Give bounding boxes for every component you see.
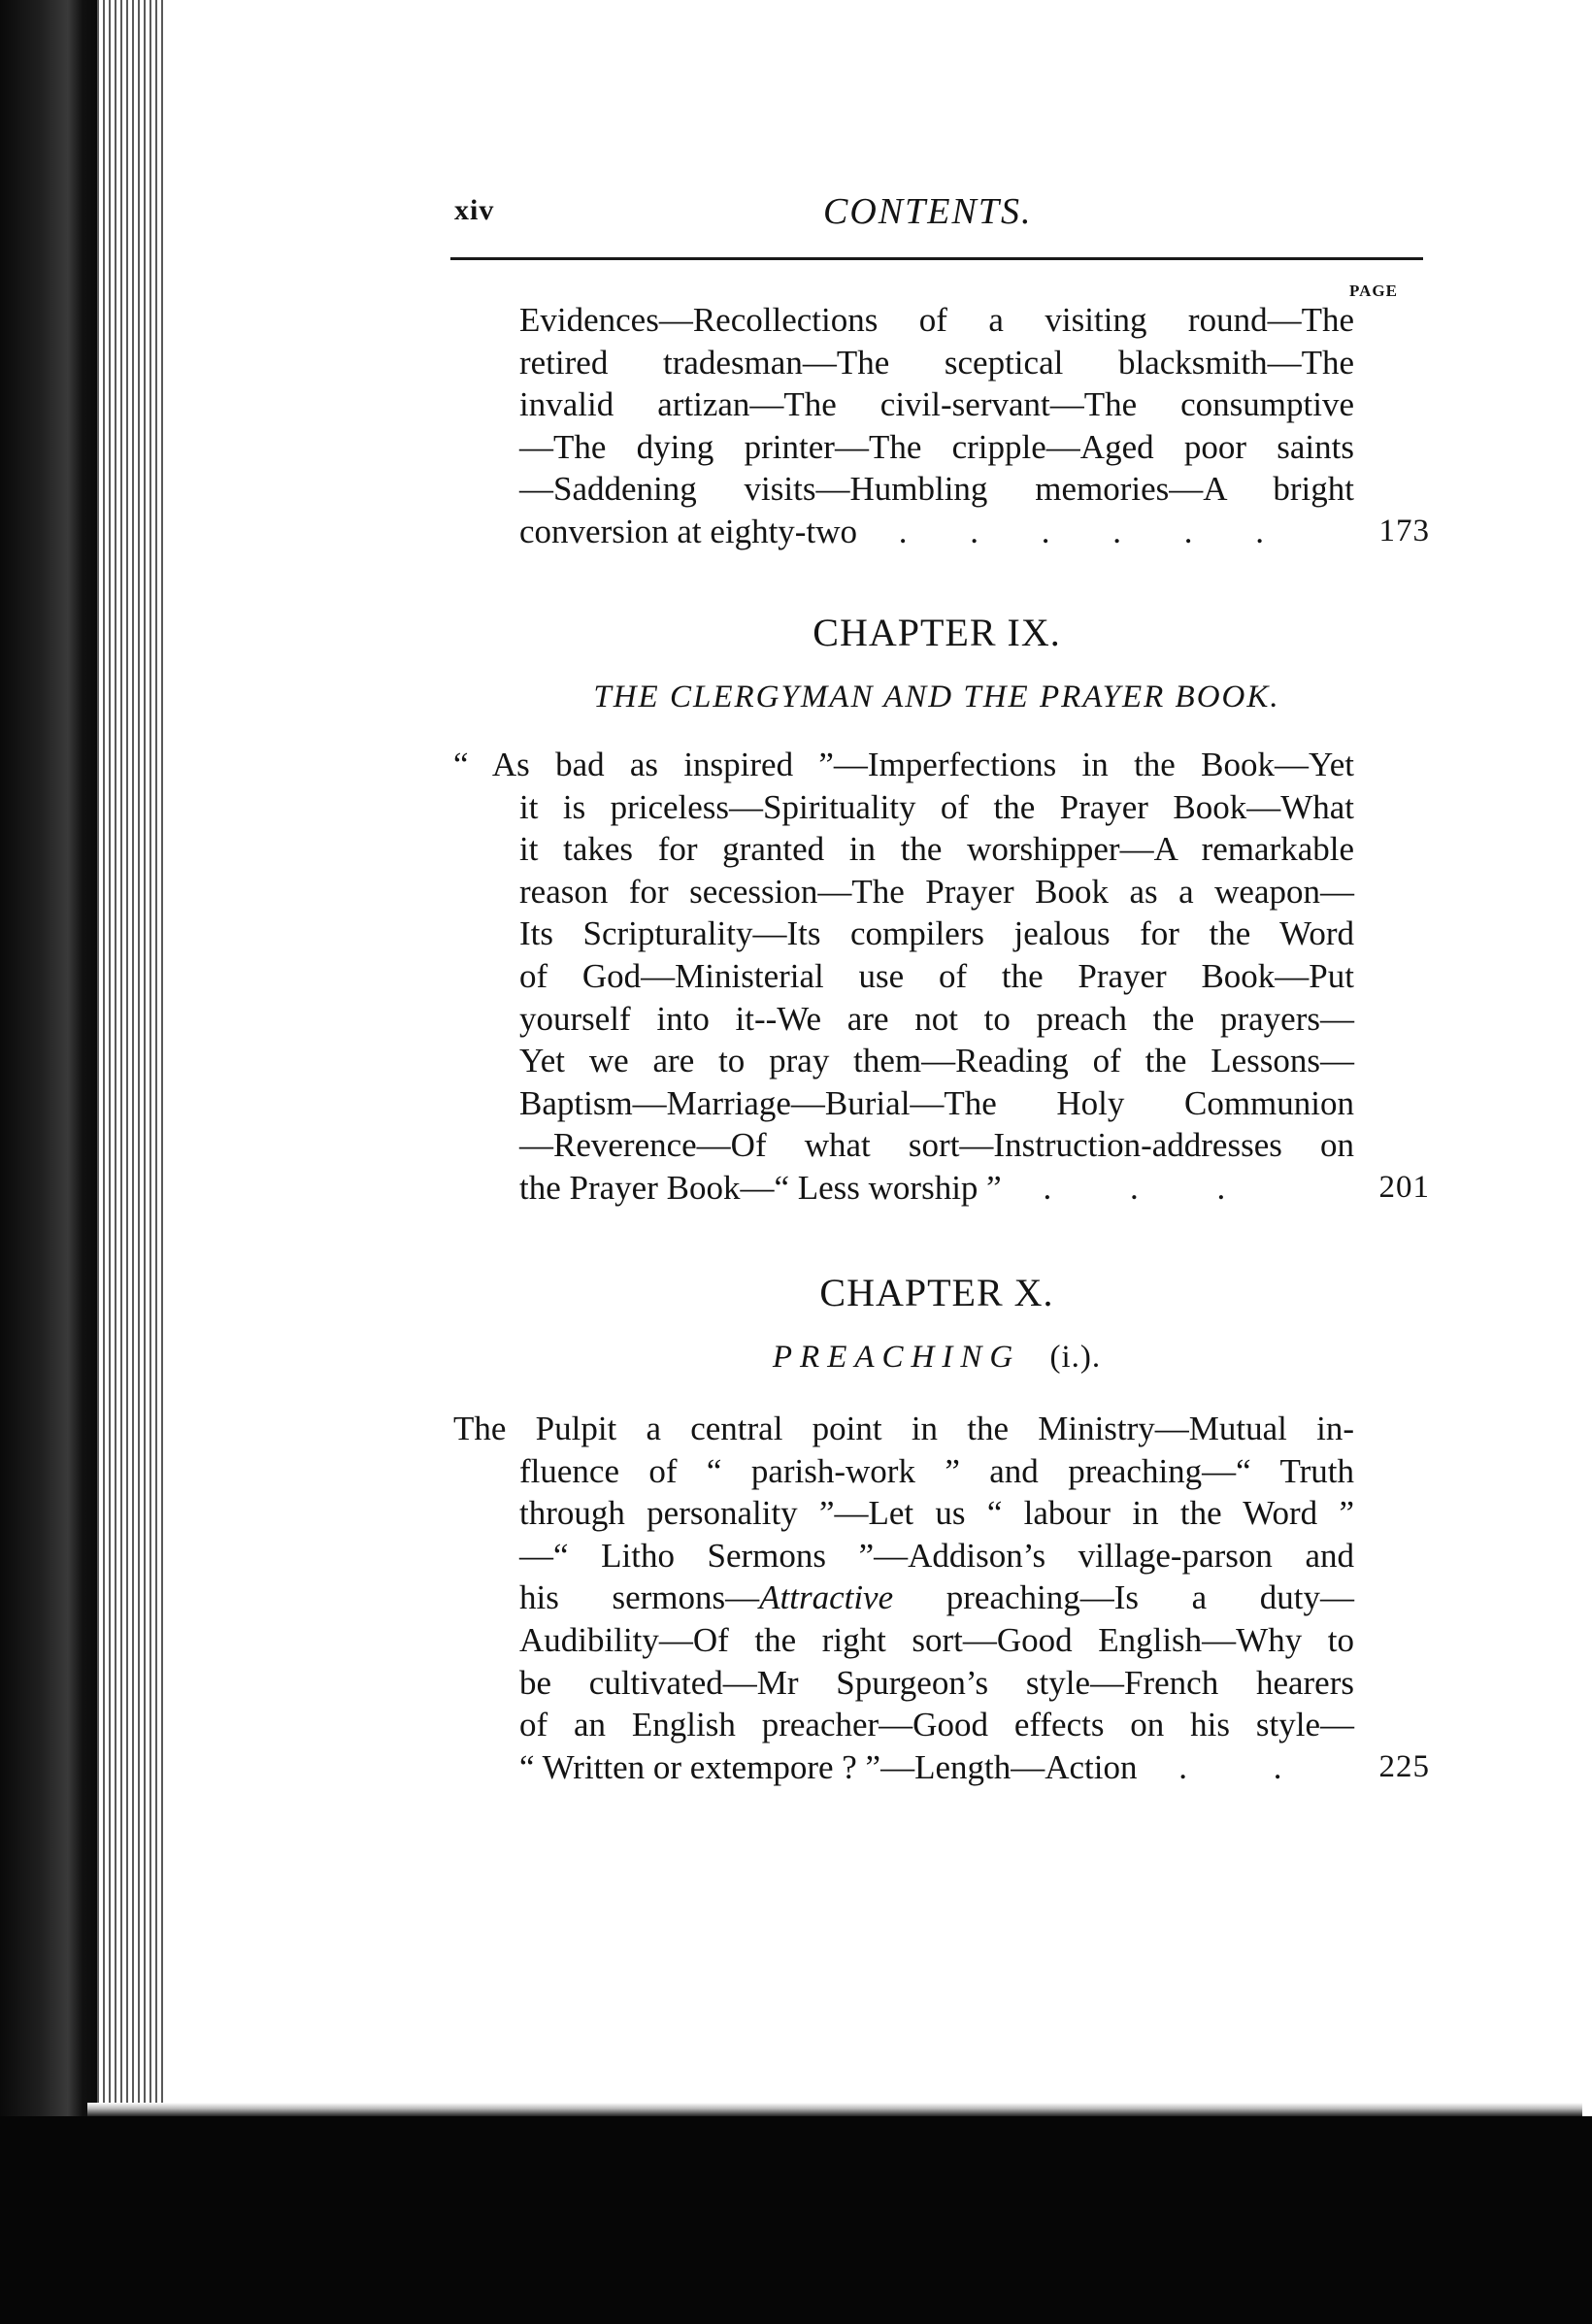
page-column-label: PAGE <box>1349 282 1398 300</box>
chapter-subtitle: THE CLERGYMAN AND THE PRAYER BOOK. <box>593 680 1280 714</box>
toc-entry-chapter-10 <box>453 1408 1430 1788</box>
toc-line: —The dying printer—The cripple—Aged poor saints <box>519 427 1354 466</box>
page-number: 173 <box>1378 513 1430 548</box>
chapter-heading: CHAPTER X. <box>819 1271 1054 1314</box>
toc-line: of an English preacher—Good effects on his style— <box>519 1706 1354 1744</box>
chapter-subtitle <box>456 1340 1417 1376</box>
toc-entry-chapter-8-cont <box>519 299 1430 553</box>
dot-leader: . . . <box>1043 1168 1261 1207</box>
toc-line: —Reverence—Of what sort—Instruction-addresses on <box>519 1126 1354 1165</box>
chapter-subtitle-part: (i.). <box>1049 1340 1102 1375</box>
page-number: 201 <box>1378 1169 1430 1205</box>
toc-line: reason for secession—The Prayer Book as a weapon— <box>519 872 1354 911</box>
dot-leader: . . . . . . <box>898 512 1291 550</box>
toc-line: Its Scripturality—Its compilers jealous for the Word <box>519 914 1354 953</box>
toc-line-last <box>519 1746 1430 1789</box>
toc-line: fluence of “ parish-work ” and preaching—“ Truth <box>519 1451 1354 1490</box>
toc-line-text: the Prayer Book—“ Less worship ” <box>519 1168 1002 1207</box>
toc-line-last <box>519 511 1430 553</box>
toc-line: it takes for granted in the worshipper—A remarkable <box>519 830 1354 869</box>
toc-line: of God—Ministerial use of the Prayer Book—Put <box>519 956 1354 995</box>
toc-line: yourself into it--We are not to preach the prayers— <box>519 999 1354 1038</box>
running-title: CONTENTS. <box>823 191 1033 232</box>
toc-line-first: The Pulpit a central point in the Ministry—Mutual in- <box>453 1410 1354 1447</box>
toc-entry-chapter-9 <box>453 744 1430 1210</box>
toc-line: Evidences—Recollections of a visiting round—The <box>519 301 1354 339</box>
toc-line: through personality ”—Let us “ labour in the Word ” <box>519 1494 1354 1533</box>
toc-line: it is priceless—Spirituality of the Prayer Book—What <box>519 787 1354 826</box>
book-gutter-bottom <box>0 2116 1592 2324</box>
toc-line-text: his sermons— <box>519 1578 760 1617</box>
toc-line-last <box>519 1167 1430 1210</box>
toc-line: Audibility—Of the right sort—Good English—Why to <box>519 1620 1354 1659</box>
dot-leader: . . <box>1178 1747 1321 1786</box>
page-number: 225 <box>1378 1748 1430 1784</box>
toc-line-text: preaching—Is a duty— <box>893 1578 1354 1617</box>
toc-line-first: “ As bad as inspired ”—Imperfections in the Book—Yet <box>453 746 1354 783</box>
toc-line-text: conversion at eighty-two <box>519 512 857 550</box>
folio-number: xiv <box>454 194 495 226</box>
header-rule <box>450 257 1423 260</box>
chapter-subtitle-italic: PREACHING <box>772 1340 1021 1375</box>
toc-line <box>519 1577 1354 1619</box>
toc-line: —“ Litho Sermons ”—Addison’s village-parson and <box>519 1536 1354 1575</box>
toc-line: retired tradesman—The sceptical blacksmith—The <box>519 343 1354 382</box>
chapter-heading: CHAPTER IX. <box>813 611 1061 654</box>
toc-line-text: “ Written or extempore ? ”—Length—Action <box>519 1747 1138 1786</box>
toc-line: be cultivated—Mr Spurgeon’s style—French hearers <box>519 1663 1354 1702</box>
toc-line: invalid artizan—The civil-servant—The consumptive <box>519 385 1354 424</box>
toc-line: Yet we are to pray them—Reading of the Lessons— <box>519 1042 1354 1080</box>
toc-line: —Saddening visits—Humbling memories—A bright <box>519 470 1354 509</box>
toc-line-emphasis: Attractive <box>759 1578 894 1617</box>
toc-line: Baptism—Marriage—Burial—The Holy Communion <box>519 1083 1354 1122</box>
